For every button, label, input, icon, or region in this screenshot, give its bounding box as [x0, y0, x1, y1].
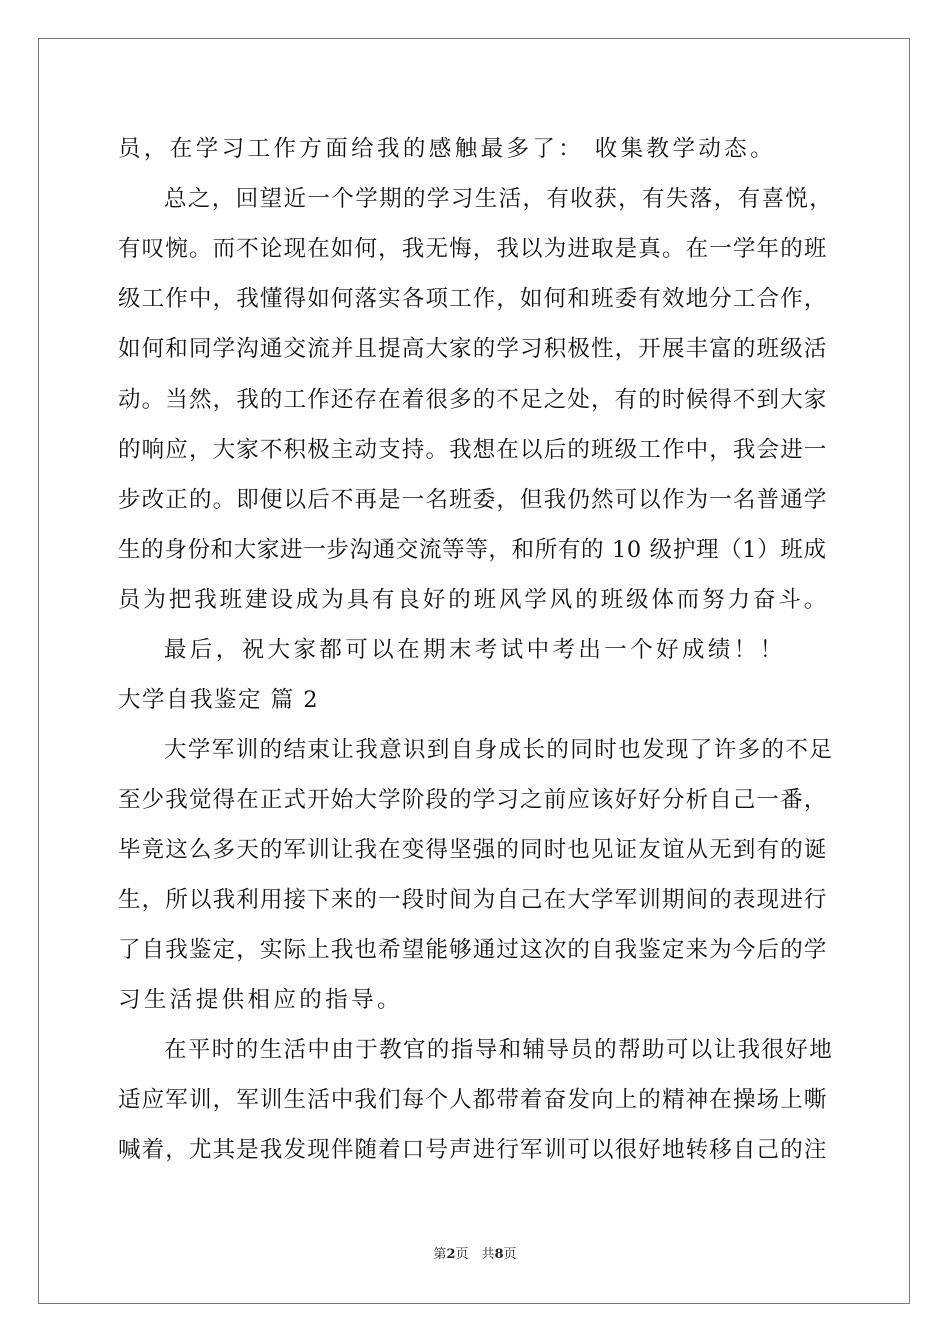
text-line: 在平时的生活中由于教官的指导和辅导员的帮助可以让我很好地	[164, 1037, 834, 1063]
footer-mid: 页 共	[455, 1247, 495, 1262]
text-line: 最后，祝大家都可以在期末考试中考出一个好成绩！！	[164, 637, 786, 663]
text-line: 员，在学习工作方面给我的感触最多了： 收集教学动态。	[118, 136, 777, 162]
current-page-number: 2	[446, 1247, 456, 1262]
text-line: 有叹惋。而不论现在如何，我无悔，我以为进取是真。在一学年的班	[118, 236, 828, 262]
text-line: 至少我觉得在正式开始大学阶段的学习之前应该好好分析自己一番，	[118, 787, 828, 813]
text-line: 生的身份和大家进一步沟通交流等等，和所有的 10 级护理（1）班成	[118, 537, 827, 563]
text-line: 如何和同学沟通交流并且提高大家的学习积极性，开展丰富的班级活	[118, 336, 828, 362]
page-footer	[0, 1248, 950, 1261]
footer-suffix: 页	[503, 1247, 517, 1262]
page-border	[38, 38, 910, 1304]
text-line: 总之，回望近一个学期的学习生活，有收获，有失落，有喜悦，	[164, 186, 834, 212]
text-line: 动。当然，我的工作还存在着很多的不足之处，有的时候得不到大家	[118, 387, 828, 413]
text-line: 级工作中，我懂得如何落实各项工作，如何和班委有效地分工合作，	[118, 286, 828, 312]
text-line: 员为把我班建设成为具有良好的班风学风的班级体而努力奋斗。	[118, 587, 830, 613]
text-line: 生，所以我利用接下来的一段时间为自己在大学军训期间的表现进行	[118, 887, 828, 913]
section-heading: 大学自我鉴定 篇 2	[118, 687, 320, 713]
total-page-number: 8	[494, 1247, 504, 1262]
text-line: 毕竟这么多天的军训让我在变得坚强的同时也见证友谊从无到有的诞	[118, 837, 828, 863]
footer-prefix: 第	[433, 1247, 447, 1262]
text-line: 大学军训的结束让我意识到自身成长的同时也发现了许多的不足	[164, 737, 834, 763]
text-line: 的响应，大家不积极主动支持。我想在以后的班级工作中，我会进一	[118, 437, 828, 463]
text-line: 喊着，尤其是我发现伴随着口号声进行军训可以很好地转移自己的注	[118, 1137, 828, 1163]
text-line: 习生活提供相应的指导。	[118, 987, 403, 1013]
text-line: 了自我鉴定，实际上我也希望能够通过这次的自我鉴定来为今后的学	[118, 937, 828, 963]
text-line: 步改正的。即便以后不再是一名班委，但我仍然可以作为一名普通学	[118, 487, 828, 513]
text-line: 适应军训，军训生活中我们每个人都带着奋发向上的精神在操场上嘶	[118, 1087, 828, 1113]
